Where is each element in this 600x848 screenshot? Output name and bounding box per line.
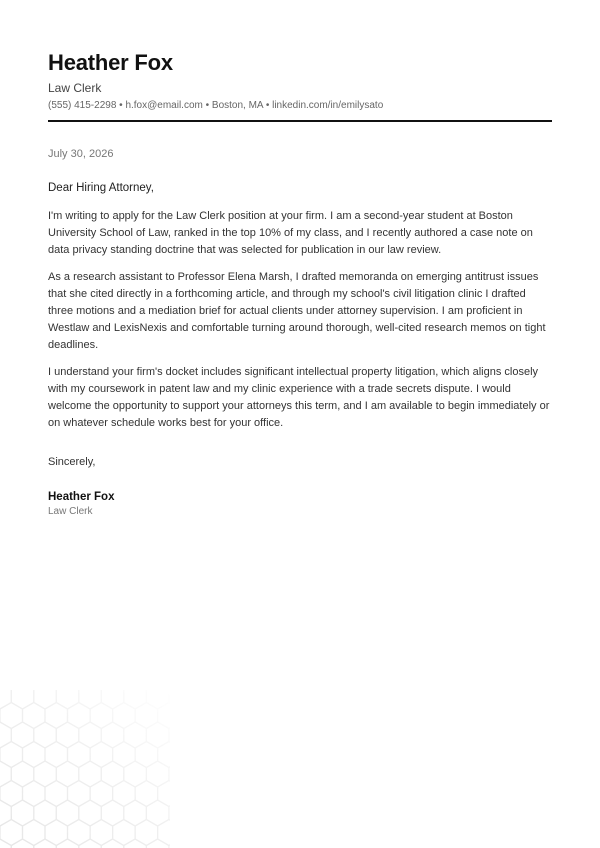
hexagon-cell xyxy=(56,839,79,848)
hexagon-cell xyxy=(146,690,169,709)
hexagon-cell xyxy=(146,839,169,848)
letter-header xyxy=(48,50,552,113)
hexagon-cell xyxy=(11,839,34,848)
signature-name: Heather Fox xyxy=(48,491,115,504)
hexagon-cell xyxy=(79,690,102,709)
hexagon-cell xyxy=(11,690,34,709)
hexagon-pattern-icon xyxy=(0,690,170,848)
contact-line: (555) 415-2298 • h.fox@email.com • Boston, MA • linkedin.com/in/emilysato xyxy=(48,100,384,111)
hexagon-cell xyxy=(34,839,57,848)
hexagon-cell xyxy=(79,839,102,848)
hexagon-cell xyxy=(0,839,11,848)
hexagon-cell xyxy=(124,839,147,848)
applicant-name: Heather Fox xyxy=(48,50,173,75)
hexagon-cell xyxy=(158,742,170,768)
paragraph-2: As a research assistant to Professor Elena Marsh, I drafted memoranda on emerging antitrust issues that she cited directly in a forthcoming article, and through my school's civil litigation clinic I drafted three motions and a mediation brief for actual clients under attorney supervision. I am proficient in Westlaw and LexisNexis and comfortable turning around thorough, well-cited research memos on tight deadlines. xyxy=(48,270,546,352)
hexagon-cell xyxy=(56,690,79,709)
paragraph-3: I understand your firm's docket includes significant intellectual property litigation, which aligns closely with my coursework in patent law and my clinic experience with a trade secrets dispute. I would welcome the opportunity to support your attorneys this term, and I am available to begin immediately or on whatever schedule works best for your office. xyxy=(48,365,550,430)
hexagon-cell xyxy=(158,703,170,729)
hexagon-cell xyxy=(101,839,124,848)
signature-title: Law Clerk xyxy=(48,506,93,518)
letter-body xyxy=(48,146,552,519)
salutation: Dear Hiring Attorney, xyxy=(48,182,154,194)
hexagon-cell xyxy=(34,690,57,709)
paragraph-1: I'm writing to apply for the Law Clerk position at your firm. I am a second-year student at Boston University School of Law, ranked in the top 10% of my class, and I recently authored a case note on data privacy standing doctrine that was selected for publication in our law review. xyxy=(48,210,533,257)
hexagon-cell xyxy=(124,690,147,709)
hexagon-cell xyxy=(158,781,170,807)
header-divider xyxy=(48,120,552,122)
applicant-title: Law Clerk xyxy=(48,81,102,95)
hexagon-cell xyxy=(158,820,170,846)
hexagon-cell xyxy=(101,690,124,709)
letter-date: July 30, 2026 xyxy=(48,148,114,160)
closing: Sincerely, xyxy=(48,456,96,469)
